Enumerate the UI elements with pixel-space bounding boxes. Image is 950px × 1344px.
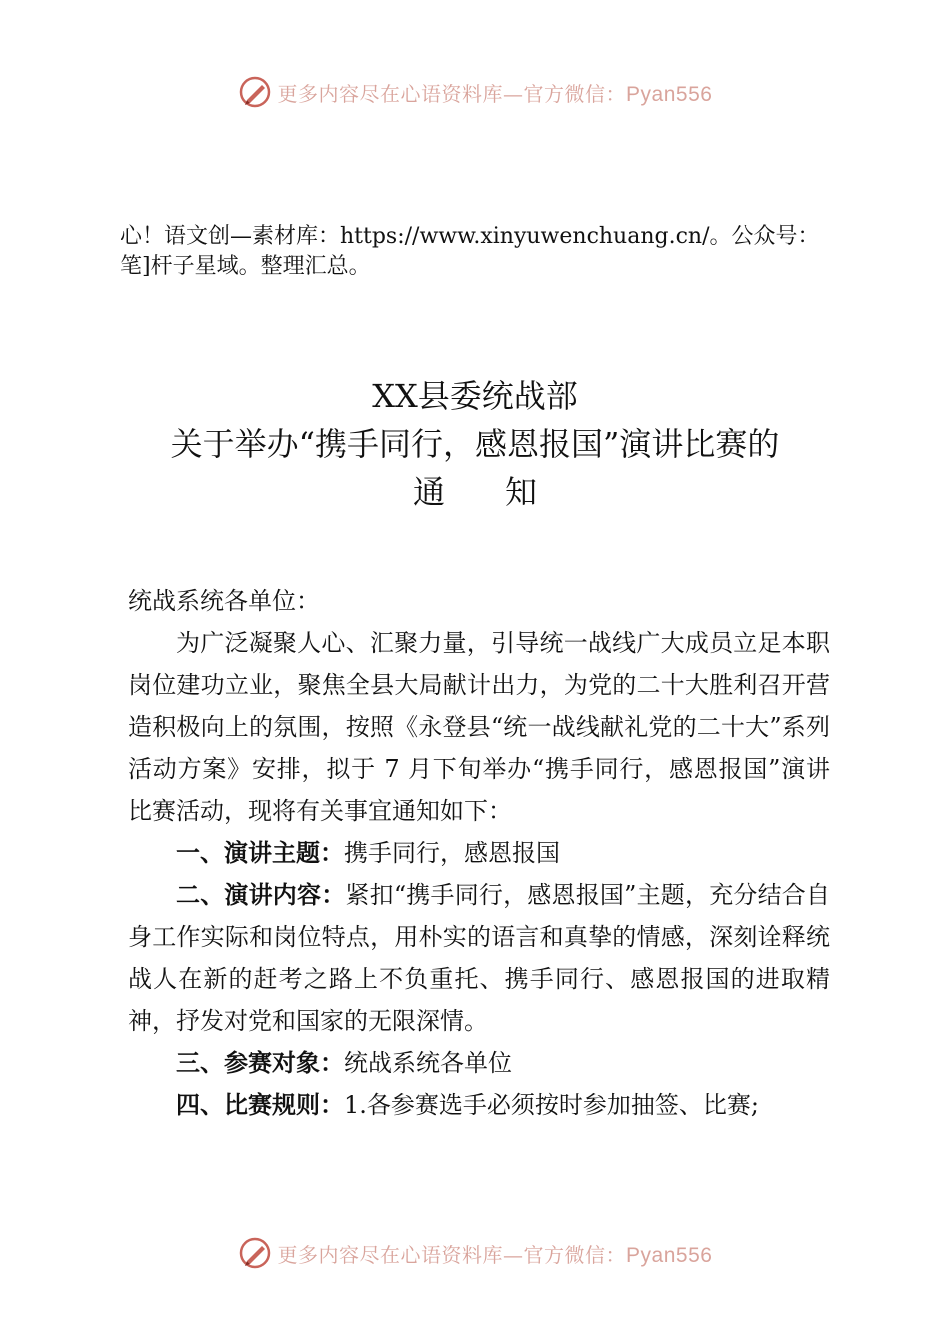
item-label: 一、演讲主题：	[176, 839, 344, 867]
title-line-1: XX县委统战部	[372, 377, 578, 415]
item-text: 1.各参赛选手必须按时参加抽签、比赛;	[344, 1091, 759, 1119]
item-text: 统战系统各单位	[344, 1049, 512, 1077]
promo-text: 心！语文创—素材库：https://www.xinyuwenchuang.cn/。公众号：笔]杆子星域。整理汇总。	[120, 224, 820, 279]
pen-logo-icon	[238, 1236, 272, 1270]
watermark-handle: Pyan556	[626, 82, 713, 106]
item-label: 四、比赛规则：	[176, 1091, 344, 1119]
title-line-2: 关于举办“携手同行，感恩报国”演讲比赛的	[170, 425, 780, 463]
watermark-handle: Pyan556	[626, 1243, 713, 1267]
item-theme	[128, 832, 830, 874]
watermark-footer	[0, 1233, 950, 1273]
watermark-text: 更多内容尽在心语资料库—官方微信：Pyan556	[277, 81, 713, 106]
document-body	[128, 580, 830, 1126]
item-label: 三、参赛对象：	[176, 1049, 344, 1077]
item-content	[128, 874, 830, 1042]
item-participants	[128, 1042, 830, 1084]
document-title	[100, 372, 850, 516]
item-rules	[128, 1084, 830, 1126]
watermark-header	[0, 72, 950, 112]
salutation: 统战系统各单位：	[128, 587, 320, 615]
title-line-3: 通知	[412, 473, 597, 511]
item-label: 二、演讲内容：	[176, 881, 346, 909]
item-text: 携手同行，感恩报国	[344, 839, 560, 867]
watermark-text: 更多内容尽在心语资料库—官方微信：Pyan556	[277, 1242, 713, 1267]
item-text: 紧扣“携手同行，感恩报国”主题，充分结合自身工作实际和岗位特点，用朴实的语言和真挚的情感，深刻诠释统战人在新的赶考之路上不负重托、携手同行、感恩报国的进取精神，抒发对党和国家的无限深情。	[128, 881, 830, 1035]
intro-paragraph: 为广泛凝聚人心、汇聚力量，引导统一战线广大成员立足本职岗位建功立业，聚焦全县大局献计出力，为党的二十大胜利召开营造积极向上的氛围，按照《永登县“统一战线献礼党的二十大”系列活动方案》安排，拟于 7 月下旬举办“携手同行，感恩报国”演讲比赛活动，现将有关事宜通知如下：	[128, 629, 830, 825]
pen-logo-icon	[238, 75, 272, 109]
